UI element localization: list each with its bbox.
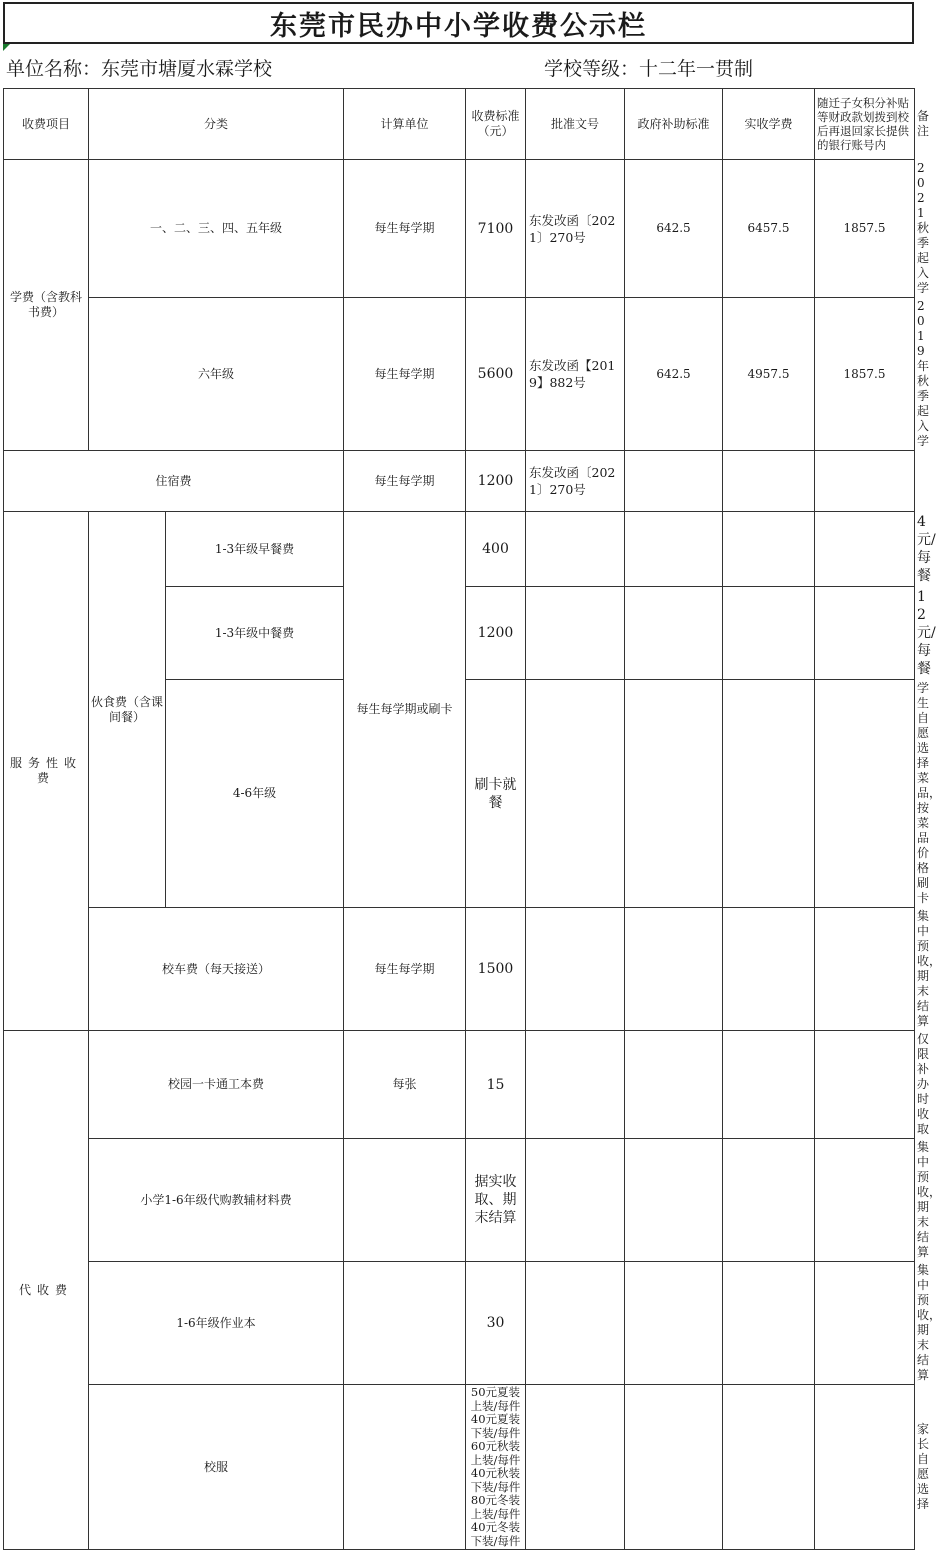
- agency-category: 1-6年级作业本: [89, 1262, 344, 1385]
- table-row: 1-3年级中餐费 1200 12元/每餐: [4, 587, 915, 680]
- empty-cell: [815, 451, 915, 512]
- empty-cell: [815, 512, 915, 587]
- agency-unit: [344, 1262, 466, 1385]
- table-row: 学费（含教科书费） 一、二、三、四、五年级 每生每学期 7100 东发改函〔2021〕270号 642.5 6457.5 1857.5 2021秋季起入学: [4, 160, 915, 298]
- agency-category: 小学1-6年级代购教辅材料费: [89, 1139, 344, 1262]
- meal-name: 1-3年级早餐费: [166, 512, 344, 587]
- empty-cell: [526, 1031, 625, 1139]
- bus-unit: 每生每学期: [344, 908, 466, 1031]
- tuition-label: 学费（含教科书费）: [4, 160, 89, 451]
- boarding-standard: 1200: [466, 451, 526, 512]
- meal-unit: 每生每学期或刷卡: [344, 512, 466, 908]
- service-label: 服务性收费: [4, 512, 89, 1031]
- header-refund: 随迁子女积分补贴等财政款划拨到校后再退回家长提供的银行账号内: [815, 89, 915, 160]
- empty-cell: [526, 1139, 625, 1262]
- header-unit: 计算单位: [344, 89, 466, 160]
- uniform-price: 40元秋装下装/每件: [470, 1466, 521, 1494]
- meal-standard: 刷卡就餐: [466, 680, 526, 908]
- empty-cell: [815, 680, 915, 908]
- agency-standard: 15: [466, 1031, 526, 1139]
- uniform-category: 校服: [89, 1385, 344, 1550]
- meal-name: 1-3年级中餐费: [166, 587, 344, 680]
- tuition-unit: 每生每学期: [344, 298, 466, 451]
- bus-category: 校车费（每天接送）: [89, 908, 344, 1031]
- empty-cell: [723, 512, 815, 587]
- empty-cell: [723, 1031, 815, 1139]
- meal-standard: 1200: [466, 587, 526, 680]
- agency-unit: [344, 1139, 466, 1262]
- empty-cell: [723, 908, 815, 1031]
- empty-cell: [723, 451, 815, 512]
- tuition-standard: 7100: [466, 160, 526, 298]
- table-row: 1-6年级作业本 30 集中预收，期末结算: [4, 1262, 915, 1385]
- meal-label: 伙食费（含课间餐）: [89, 512, 166, 908]
- empty-cell: [526, 1385, 625, 1550]
- agency-unit: 每张: [344, 1031, 466, 1139]
- agency-standard: 30: [466, 1262, 526, 1385]
- tuition-subsidy: 642.5: [625, 160, 723, 298]
- uniform-price: 60元秋装上装/每件: [470, 1439, 521, 1467]
- tuition-standard: 5600: [466, 298, 526, 451]
- uniform-price: 40元夏装下装/每件: [470, 1412, 521, 1440]
- tuition-unit: 每生每学期: [344, 160, 466, 298]
- empty-cell: [526, 680, 625, 908]
- header-item: 收费项目: [4, 89, 89, 160]
- empty-cell: [526, 512, 625, 587]
- tuition-doc: 东发改函【2019】882号: [526, 298, 625, 451]
- header-category: 分类: [89, 89, 344, 160]
- header-standard-visible: 收费标准（元）: [466, 89, 526, 160]
- table-row: 代收费 校园一卡通工本费 每张 15 仅限补办时收取: [4, 1031, 915, 1139]
- table-row: 六年级 每生每学期 5600 东发改函【2019】882号 642.5 4957.5 1857.5 2019年秋季起入学: [4, 298, 915, 451]
- table-row: [4, 451, 915, 512]
- tuition-actual: 4957.5: [723, 298, 815, 451]
- empty-cell: [625, 1262, 723, 1385]
- uniform-price: 50元夏装上装/每件: [470, 1385, 521, 1413]
- header-actual: 实收学费: [723, 89, 815, 160]
- empty-cell: [815, 1262, 915, 1385]
- empty-cell: [526, 908, 625, 1031]
- empty-cell: [815, 1031, 915, 1139]
- tuition-actual: 6457.5: [723, 160, 815, 298]
- uniform-price: 40元冬装下装/每件: [470, 1520, 521, 1548]
- bus-standard: 1500: [466, 908, 526, 1031]
- empty-cell: [815, 1139, 915, 1262]
- table-row: 小学1-6年级代购教辅材料费 据实收取、期末结算 集中预收，期末结算: [4, 1139, 915, 1262]
- empty-cell: [723, 1262, 815, 1385]
- empty-cell: [625, 1139, 723, 1262]
- boarding-category: 住宿费: [4, 451, 344, 512]
- table-row: 校服 50元夏装上装/每件 40元夏装下装/每件 60元秋装上装/每件 40元秋装下装/每件 80元冬装上装/每件 40元冬装下装/每件 家长自愿选择: [4, 1385, 915, 1550]
- table-row: 4-6年级 刷卡就餐 学生自愿选择菜品，按菜品价格刷卡: [4, 680, 915, 908]
- table-row: 校车费（每天接送） 每生每学期 1500 集中预收，期末结算: [4, 908, 915, 1031]
- table-row: 服务性收费 伙食费（含课间餐） 1-3年级早餐费 每生每学期或刷卡 400 4元/每餐: [4, 512, 915, 587]
- empty-cell: [526, 1262, 625, 1385]
- empty-cell: [815, 908, 915, 1031]
- empty-cell: [625, 451, 723, 512]
- tuition-doc: 东发改函〔2021〕270号: [526, 160, 625, 298]
- empty-cell: [723, 1139, 815, 1262]
- boarding-unit: 每生每学期: [344, 451, 466, 512]
- empty-cell: [625, 908, 723, 1031]
- empty-cell: [815, 587, 915, 680]
- empty-cell: [815, 1385, 915, 1550]
- empty-cell: [625, 512, 723, 587]
- uniform-price-list: [466, 1385, 526, 1550]
- agency-category: 校园一卡通工本费: [89, 1031, 344, 1139]
- header-doc: 批准文号: [526, 89, 625, 160]
- header-subsidy: 政府补助标准: [625, 89, 723, 160]
- tuition-subsidy: 642.5: [625, 298, 723, 451]
- agency-standard: 据实收取、期末结算: [466, 1139, 526, 1262]
- empty-cell: [723, 1385, 815, 1550]
- empty-cell: [344, 1385, 466, 1550]
- meal-name: 4-6年级: [166, 680, 344, 908]
- uniform-price: 80元冬装上装/每件: [470, 1493, 521, 1521]
- tuition-category: 一、二、三、四、五年级: [89, 160, 344, 298]
- empty-cell: [526, 587, 625, 680]
- empty-cell: [625, 1385, 723, 1550]
- empty-cell: [625, 1031, 723, 1139]
- fee-table: [3, 88, 941, 1550]
- empty-cell: [625, 587, 723, 680]
- tuition-category: 六年级: [89, 298, 344, 451]
- agency-label: 代收费: [4, 1031, 89, 1550]
- meal-standard: 400: [466, 512, 526, 587]
- boarding-doc: 东发改函〔2021〕270号: [526, 451, 625, 512]
- tuition-refund: 1857.5: [815, 298, 915, 451]
- empty-cell: [723, 587, 815, 680]
- empty-cell: [625, 680, 723, 908]
- school-name-label: 单位名称：东莞市塘厦水霖学校: [6, 57, 273, 80]
- empty-cell: [723, 680, 815, 908]
- page-title: 东莞市民办中小学收费公示栏: [3, 2, 914, 44]
- school-grade-label: 学校等级：十二年一贯制: [544, 57, 754, 80]
- header-row: 收费项目 分类 计算单位 收费标准（元） 批准文号 政府补助标准 实收学费 随迁子女积分补贴等财政款划拨到校后再退回家长提供的银行账号内 备注: [4, 89, 915, 160]
- tuition-refund: 1857.5: [815, 160, 915, 298]
